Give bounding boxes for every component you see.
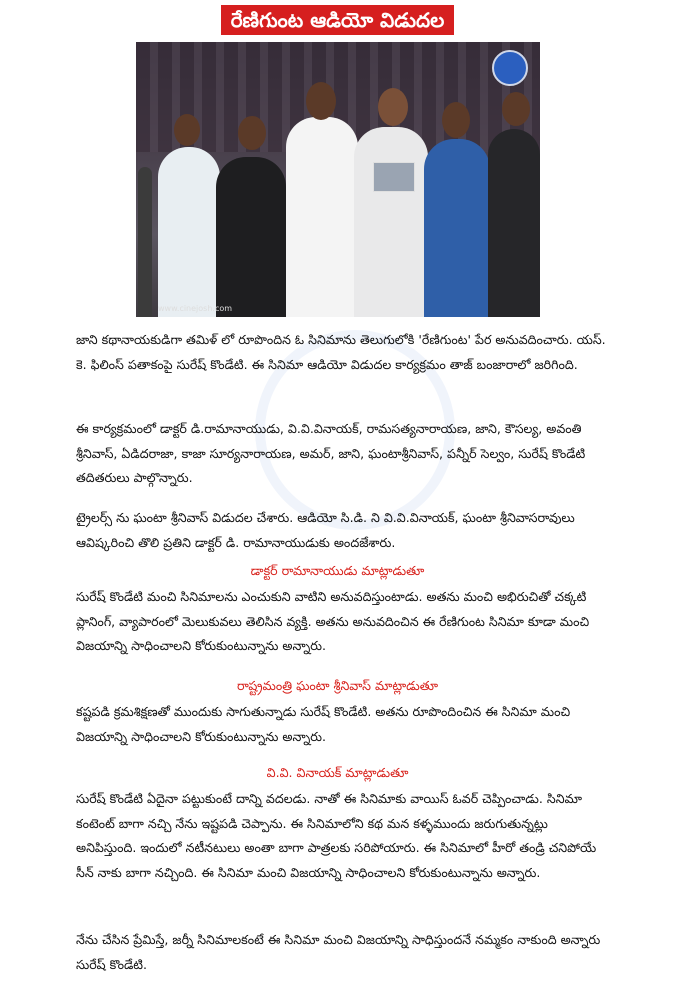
person-7-head [502,92,530,126]
person-7 [488,129,540,317]
photo-watermark: www.cinejosh.com [158,304,233,313]
event-photo [136,42,540,317]
section-text-ramanaidu: సురేష్ కొండేటి మంచి సినిమాలను ఎంచుకుని వాటిని అనువదిస్తుంటాడు. అతను మంచి అభిరుచితో చక్కటి ప్లానింగ్, వ్యాపారంలో మెలుకువలు తెలిసిన వ్యక్తి. అతను అనువదించిన ఈ రేణిగుంట సినిమా కూడా మంచి విజయాన్ని సాధించాలని కోరుకుంటున్నాను అన్నారు. [76,589,590,653]
page-title: రేణిగుంట ఆడియో విడుదల [221,5,455,35]
title-bar [0,0,675,36]
audio-cd-cover [373,162,415,192]
section-text-vinayak: సురేష్ కొండేటి ఏదైనా పట్టుకుంటే దాన్ని వదలడు. నాతో ఈ సినిమాకు వాయిస్ ఓవర్ చెప్పించాడు. సినిమా కంటెంట్ బాగా నచ్చి నేను ఇష్టపడి చెప్పాను. ఈ సినిమాలోని కథ మన కళ్ళముందు జరుగుతున్నట్లు అనిపిస్తుంది. ఇందులో నటీనటులు అంతా బాగా పాత్రలకు సరిపోయారు. ఈ సినిమాలో హీరో తండ్రి చనిపోయే సీన్ నాకు బాగా నచ్చింది. ఈ సినిమా మంచి విజయాన్ని సాధించాలని కోరుకుంటున్నాను అన్నారు. [76,791,597,880]
paragraph-intro: జాని కథానాయకుడిగా తమిళ్ లో రూపొందిన ఓ సినిమాను తెలుగులోకి 'రేణిగుంట' పేర అనువదించారు. యస్. కె. ఫిలింస్ పతాకంపై సురేష్ కొండేటి. ఈ సినిమా ఆడియో విడుదల కార్యక్రమం తాజ్ బంజారాలో జరిగింది. [76,332,606,372]
person-6-head [442,102,470,138]
person-5-head [378,88,408,126]
person-4-head [306,82,336,120]
person-3-head [238,116,266,150]
person-4 [286,117,358,317]
person-5 [354,127,428,317]
channel-logo-icon [492,50,528,86]
paragraph-attendees: ఈ కార్యక్రమంలో డాక్టర్ డి.రామానాయుడు, వి.వి.వినాయక్, రామసత్యనారాయణ, జాని, కౌసల్య, అవంతి శ్రీనివాస్, ఏడిదరాజా, కాజా సూర్యనారాయణ, అమర్, జాని, ఘంటాశ్రీనివాస్, పన్నీర్ సెల్వం, సురేష్ కొండేటి తదితరులు పాల్గొన్నారు. [76,421,586,485]
person-2 [158,147,220,317]
paragraph-release: ట్రైలర్స్ ను ఘంటా శ్రీనివాస్ విడుదల చేశారు. ఆడియో సి.డి. ని వి.వి.వినాయక్, ఘంటా శ్రీనివాసరావులు ఆవిష్కరించి తొలి ప్రతిని డాక్టర్ డి. రామానాయుడుకు అందజేశారు. [76,510,575,550]
person-1 [138,167,152,317]
section-text-ghanta: కష్టపడి క్రమశిక్షణతో ముందుకు సాగుతున్నాడు సురేష్ కొండేటి. అతను రూపొందించిన ఈ సినిమా మంచి విజయాన్ని సాధించాలని కోరుకుంటున్నాను అన్నారు. [76,704,571,744]
section-heading-ghanta: రాష్ట్రమంత్రి ఘంటా శ్రీనివాస్ మాట్లాడుతూ [237,678,438,693]
paragraph-closing: నేను చేసిన ప్రేమిస్తే, జర్నీ సినిమాలకంటే ఈ సినిమా మంచి విజయాన్ని సాధిస్తుందనే నమ్మకం నాకుంది అన్నారు సురేష్ కొండేటి. [76,932,601,972]
section-heading-ramanaidu: డాక్టర్ రామానాయుడు మాట్లాడుతూ [250,563,425,578]
section-heading-vinayak: వి.వి. వినాయక్ మాట్లాడుతూ [266,765,409,780]
person-3 [216,157,286,317]
person-2-head [174,114,200,146]
person-6 [424,139,490,317]
